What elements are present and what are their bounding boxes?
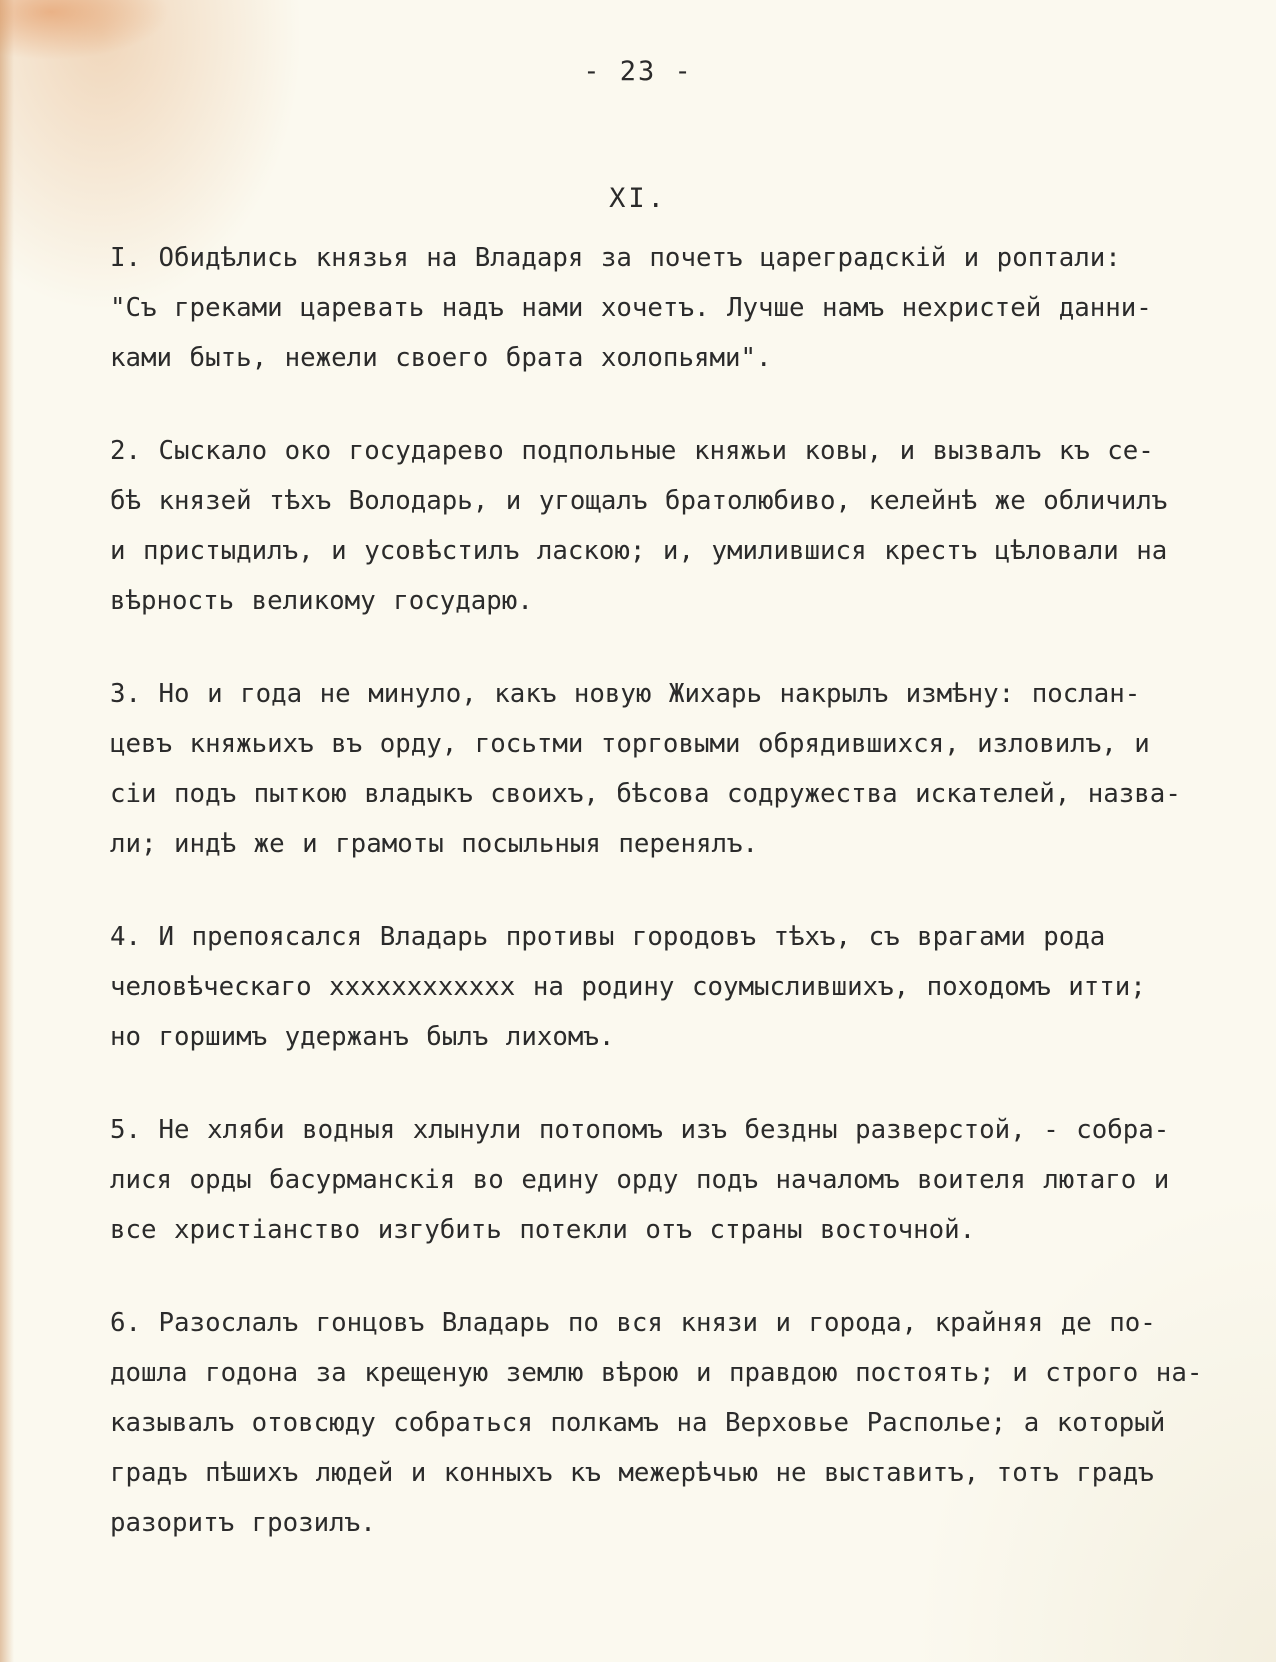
text-line: ками быть, нежели своего брата холопьями". — [110, 343, 772, 373]
text-line: дошла годона за крещеную землю вѣрою и правдою постоять; и строго на- — [110, 1358, 1203, 1388]
text-line: "Съ греками царевать надъ нами хочетъ. Лучше намъ нехристей данни- — [110, 293, 1152, 323]
text-line: градъ пѣшихъ людей и конныхъ къ межерѣчью не выставитъ, тотъ градъ — [110, 1458, 1154, 1488]
text-line: сіи подъ пыткою владыкъ своихъ, бѣсова содружества искателей, назва- — [110, 779, 1181, 809]
text-line: 3. Но и года не минуло, какъ новую Жихарь накрылъ измѣну: послан- — [110, 679, 1141, 709]
text-line: I. Обидѣлись князья на Владаря за почетъ цареградскій и роптали: — [110, 243, 1121, 273]
text-line: цевъ княжьихъ въ орду, госьтми торговыми обрядившихся, изловилъ, и — [110, 729, 1150, 759]
text-line: бѣ князей тѣхъ Володарь, и угощалъ братолюбиво, келейнѣ же обличилъ — [110, 486, 1168, 516]
paragraph-4 — [110, 912, 1245, 1062]
corner-stain — [0, 0, 170, 60]
paper-edge-stain — [0, 0, 14, 1662]
chapter-heading: XI. — [609, 183, 667, 214]
text-line: но горшимъ удержанъ былъ лихомъ. — [110, 1022, 615, 1052]
paragraph-3 — [110, 669, 1245, 869]
text-line: казывалъ отовсюду собраться полкамъ на Верховье Располье; а который — [110, 1408, 1166, 1438]
text-line: все христіанство изгубить потекли отъ страны восточной. — [110, 1215, 976, 1245]
text-line: разоритъ грозилъ. — [110, 1508, 376, 1538]
text-line: и пристыдилъ, и усовѣстилъ ласкою; и, умилившися крестъ цѣловали на — [110, 536, 1168, 566]
paragraph-1 — [110, 233, 1245, 383]
paragraph-2 — [110, 426, 1245, 626]
text-line: вѣрность великому государю. — [110, 586, 533, 616]
page-number: - 23 - — [583, 56, 693, 87]
text-line: 2. Сыскало око государево подпольные княжьи ковы, и вызвалъ къ се- — [110, 436, 1154, 466]
text-line: 4. И препоясался Владарь противы городовъ тѣхъ, съ врагами рода — [110, 922, 1106, 952]
text-line: лися орды басурманскія во едину орду подъ началомъ воителя лютаго и — [110, 1165, 1170, 1195]
paragraph-6 — [110, 1298, 1245, 1548]
text-line: ли; индѣ же и грамоты посыльныя перенялъ. — [110, 829, 759, 859]
paragraph-5 — [110, 1105, 1245, 1255]
body-text — [110, 233, 1245, 1591]
text-line: 6. Разослалъ гонцовъ Владарь по вся князи и города, крайняя де по- — [110, 1308, 1156, 1338]
text-line: человѣческаго хххххххххххх на родину соумыслившихъ, походомъ итти; — [110, 972, 1146, 1002]
text-line: 5. Не хляби водныя хлынули потопомъ изъ бездны разверстой, - собра- — [110, 1115, 1170, 1145]
